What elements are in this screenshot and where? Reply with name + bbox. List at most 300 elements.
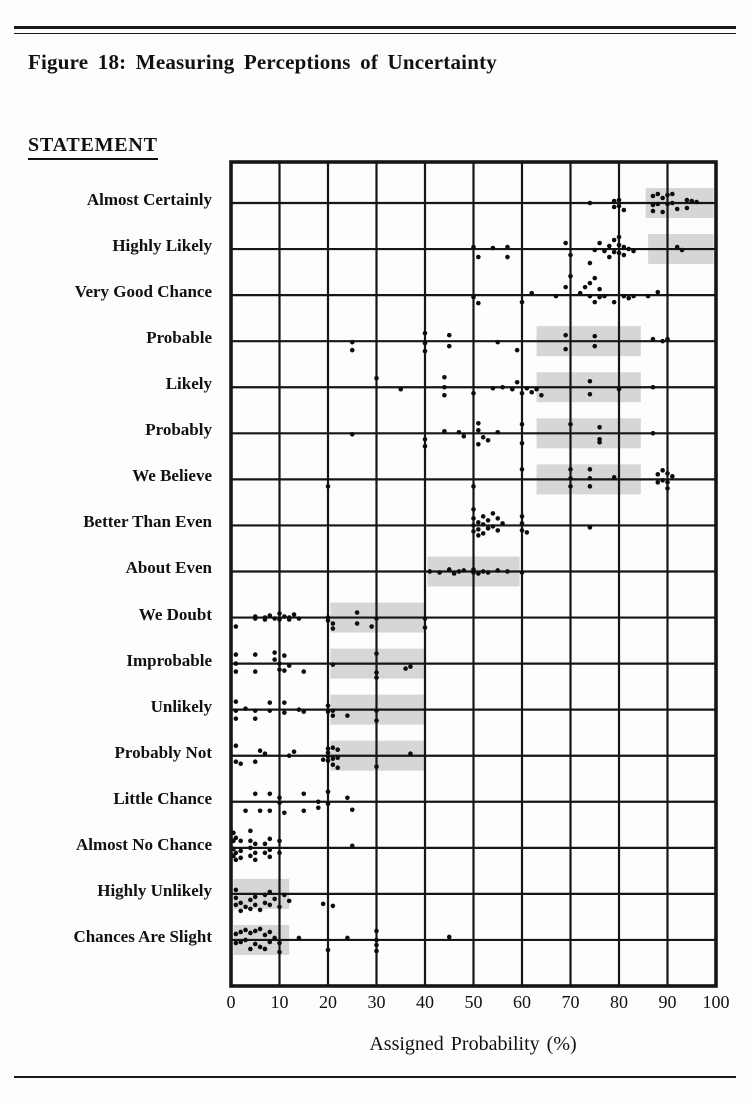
row-label: We Doubt	[138, 604, 212, 624]
data-dot	[578, 291, 583, 296]
data-dot	[277, 905, 282, 910]
data-dot	[238, 856, 243, 861]
data-dot	[243, 808, 248, 813]
data-dot	[272, 657, 277, 662]
data-dot	[656, 202, 661, 207]
data-dot	[622, 253, 627, 258]
data-dot	[481, 569, 486, 574]
data-dot	[272, 897, 277, 902]
data-dot	[301, 669, 306, 674]
data-dot	[597, 425, 602, 430]
data-dot	[612, 475, 617, 480]
data-dot	[350, 807, 355, 812]
data-dot	[321, 757, 326, 762]
data-dot	[656, 480, 661, 485]
data-dot	[243, 905, 248, 910]
data-dot	[253, 929, 258, 934]
data-dot	[374, 943, 379, 948]
data-dot	[403, 666, 408, 671]
data-dot	[326, 750, 331, 755]
data-dot	[331, 745, 336, 750]
data-dot	[234, 903, 239, 908]
data-dot	[656, 472, 661, 477]
row-label: Probably Not	[114, 742, 212, 762]
data-dot	[350, 844, 355, 849]
data-dot	[374, 938, 379, 943]
data-dot	[297, 707, 302, 712]
row-label: Chances Are Slight	[73, 926, 212, 946]
data-dot	[231, 847, 236, 852]
data-dot	[326, 754, 331, 759]
data-dot	[253, 669, 258, 674]
data-dot	[476, 533, 481, 538]
data-dot	[675, 207, 680, 212]
data-dot	[447, 344, 452, 349]
data-dot	[525, 530, 530, 535]
data-dot	[481, 435, 486, 440]
data-dot	[231, 831, 236, 836]
data-dot	[326, 709, 331, 714]
data-dot	[234, 888, 239, 893]
data-dot	[457, 430, 462, 435]
data-dot	[631, 294, 636, 299]
data-dot	[428, 569, 433, 574]
data-dot	[253, 791, 258, 796]
data-dot	[476, 428, 481, 433]
data-dot	[234, 932, 239, 937]
data-dot	[622, 294, 627, 299]
data-dot	[369, 624, 374, 629]
data-dot	[277, 941, 282, 946]
data-dot	[694, 200, 699, 205]
row-label: Highly Unlikely	[97, 880, 212, 900]
data-dot	[423, 331, 428, 336]
data-dot	[476, 301, 481, 306]
data-dot	[588, 484, 593, 489]
row-label: Probably	[145, 420, 212, 440]
data-dot	[268, 837, 273, 842]
data-dot	[495, 516, 500, 521]
data-dot	[253, 842, 258, 847]
data-dot	[277, 661, 282, 666]
data-dot	[234, 624, 239, 629]
data-dot	[331, 626, 336, 631]
data-dot	[268, 708, 273, 713]
data-dot	[588, 467, 593, 472]
data-dot	[588, 294, 593, 299]
x-tick-label: 80	[610, 992, 628, 1012]
data-dot	[588, 525, 593, 530]
data-dot	[505, 245, 510, 250]
data-dot	[670, 192, 675, 197]
data-dot	[592, 334, 597, 339]
data-dot	[520, 391, 525, 396]
data-dot	[607, 255, 612, 260]
data-dot	[651, 337, 656, 342]
data-dot	[500, 521, 505, 526]
data-dot	[617, 251, 622, 256]
data-dot	[452, 571, 457, 576]
data-dot	[665, 486, 670, 491]
x-tick-label: 60	[513, 992, 531, 1012]
row-label: Highly Likely	[112, 236, 212, 256]
data-dot	[301, 808, 306, 813]
data-dot	[617, 204, 622, 209]
data-dot	[520, 300, 525, 305]
row-label: Almost Certainly	[86, 190, 212, 209]
data-dot	[685, 198, 690, 203]
data-dot	[520, 441, 525, 446]
data-dot	[374, 616, 379, 621]
data-dot	[374, 764, 379, 769]
data-dot	[321, 902, 326, 907]
data-dot	[268, 791, 273, 796]
data-dot	[238, 839, 243, 844]
data-dot	[646, 294, 651, 299]
data-dot	[442, 393, 447, 398]
data-dot	[660, 468, 665, 473]
data-dot	[423, 444, 428, 449]
data-dot	[471, 245, 476, 250]
data-dot	[670, 474, 675, 479]
data-dot	[491, 511, 496, 516]
data-dot	[563, 347, 568, 352]
data-dot	[253, 652, 258, 657]
row-label: Almost No Chance	[76, 834, 212, 854]
data-dot	[234, 836, 239, 841]
data-dot	[263, 893, 268, 898]
data-dot	[685, 206, 690, 211]
data-dot	[277, 950, 282, 955]
data-dot	[282, 810, 287, 815]
x-tick-label: 100	[702, 992, 730, 1012]
data-dot	[660, 339, 665, 344]
data-dot	[486, 526, 491, 531]
data-dot	[437, 570, 442, 575]
data-dot	[335, 765, 340, 770]
data-dot	[568, 422, 573, 427]
x-tick-label: 10	[270, 992, 289, 1012]
data-dot	[243, 706, 248, 711]
data-dot	[568, 476, 573, 481]
data-dot	[471, 391, 476, 396]
data-dot	[258, 945, 263, 950]
data-dot	[476, 520, 481, 525]
data-dot	[423, 625, 428, 630]
column-header: STATEMENT	[28, 134, 158, 160]
data-dot	[515, 348, 520, 353]
data-dot	[268, 890, 273, 895]
data-dot	[253, 942, 258, 947]
data-dot	[408, 751, 413, 756]
data-dot	[457, 569, 462, 574]
data-dot	[665, 202, 670, 207]
data-dot	[626, 247, 631, 252]
data-dot	[282, 700, 287, 705]
data-dot	[268, 940, 273, 945]
data-dot	[515, 380, 520, 385]
data-dot	[248, 898, 253, 903]
data-dot	[234, 941, 239, 946]
data-dot	[234, 759, 239, 764]
data-dot	[476, 255, 481, 260]
data-dot	[263, 947, 268, 952]
data-dot	[612, 238, 617, 243]
data-dot	[505, 255, 510, 260]
data-dot	[345, 713, 350, 718]
data-dot	[471, 516, 476, 521]
data-dot	[660, 210, 665, 215]
data-dot	[617, 387, 622, 392]
data-dot	[374, 651, 379, 656]
data-dot	[234, 896, 239, 901]
data-dot	[268, 848, 273, 853]
data-dot	[234, 661, 239, 666]
data-dot	[297, 936, 302, 941]
data-dot	[471, 484, 476, 489]
data-dot	[258, 808, 263, 813]
data-dot	[331, 662, 336, 667]
data-dot	[301, 709, 306, 714]
data-dot	[471, 507, 476, 512]
data-dot	[423, 349, 428, 354]
data-dot	[476, 442, 481, 447]
row-label: Unlikely	[150, 696, 212, 716]
data-dot	[597, 287, 602, 292]
data-dot	[602, 249, 607, 254]
data-dot	[248, 947, 253, 952]
data-dot	[442, 429, 447, 434]
data-dot	[272, 650, 277, 655]
data-dot	[331, 762, 336, 767]
x-tick-label: 70	[561, 992, 580, 1012]
data-dot	[471, 529, 476, 534]
data-dot	[622, 208, 627, 213]
data-dot	[234, 652, 239, 657]
data-dot	[238, 909, 243, 914]
data-dot	[316, 799, 321, 804]
data-dot	[258, 908, 263, 913]
x-tick-label: 30	[367, 992, 386, 1012]
data-dot	[592, 344, 597, 349]
data-dot	[631, 249, 636, 254]
data-dot	[331, 621, 336, 626]
figure-title: Figure 18: Measuring Perceptions of Uncertainty	[28, 50, 497, 74]
data-dot	[253, 759, 258, 764]
data-dot	[476, 571, 481, 576]
data-dot	[481, 531, 486, 536]
row-label: About Even	[125, 558, 212, 578]
row-label: We Believe	[132, 466, 212, 486]
x-axis-label: Assigned Probability (%)	[369, 1033, 577, 1055]
data-dot	[248, 839, 253, 844]
data-dot	[447, 333, 452, 338]
data-dot	[651, 431, 656, 436]
data-dot	[660, 478, 665, 483]
data-dot	[568, 467, 573, 472]
row-label: Improbable	[126, 650, 212, 670]
data-dot	[491, 246, 496, 251]
data-dot	[248, 931, 253, 936]
data-dot	[326, 789, 331, 794]
data-dot	[665, 337, 670, 342]
data-dot	[588, 201, 593, 206]
data-dot	[471, 523, 476, 528]
data-dot	[345, 795, 350, 800]
data-dot	[282, 893, 287, 898]
data-dot	[525, 386, 530, 391]
data-dot	[563, 285, 568, 290]
data-dot	[471, 570, 476, 575]
data-dot	[592, 276, 597, 281]
data-dot	[539, 393, 544, 398]
data-dot	[350, 432, 355, 437]
data-dot	[651, 385, 656, 390]
data-dot	[398, 387, 403, 392]
data-dot	[355, 621, 360, 626]
data-dot	[253, 903, 258, 908]
data-dot	[495, 340, 500, 345]
data-dot	[374, 670, 379, 675]
data-dot	[345, 936, 350, 941]
data-dot	[374, 675, 379, 680]
data-dot	[597, 295, 602, 300]
data-dot	[287, 753, 292, 758]
data-dot	[665, 471, 670, 476]
plot-area	[228, 159, 719, 989]
data-dot	[331, 756, 336, 761]
data-dot	[588, 261, 593, 266]
data-dot	[268, 930, 273, 935]
data-dot	[374, 708, 379, 713]
data-dot	[238, 761, 243, 766]
data-dot	[263, 933, 268, 938]
data-dot	[656, 290, 661, 295]
row-label: Better Than Even	[83, 512, 212, 532]
data-dot	[277, 800, 282, 805]
top-rule	[14, 26, 736, 34]
data-dot	[238, 901, 243, 906]
data-dot	[597, 241, 602, 246]
data-dot	[602, 294, 607, 299]
data-dot	[374, 376, 379, 381]
data-dot	[612, 199, 617, 204]
data-dot	[476, 421, 481, 426]
data-dot	[282, 710, 287, 715]
data-dot	[243, 928, 248, 933]
data-dot	[408, 664, 413, 669]
data-dot	[326, 758, 331, 763]
data-dot	[234, 699, 239, 704]
data-dot	[520, 570, 525, 575]
x-tick-label: 20	[319, 992, 337, 1012]
data-dot	[272, 936, 277, 941]
data-dot	[374, 718, 379, 723]
data-dot	[326, 703, 331, 708]
data-dot	[253, 895, 258, 900]
bottom-rule	[14, 1076, 736, 1078]
data-dot	[277, 851, 282, 856]
data-dot	[520, 521, 525, 526]
data-dot	[326, 801, 331, 806]
data-dot	[263, 617, 268, 622]
x-tick-label: 90	[658, 992, 677, 1012]
data-dot	[491, 386, 496, 391]
data-dot	[258, 927, 263, 932]
data-dot	[234, 858, 239, 863]
data-dot	[234, 716, 239, 721]
data-dot	[612, 250, 617, 255]
data-dot	[510, 387, 515, 392]
data-dot	[248, 829, 253, 834]
data-dot	[335, 747, 340, 752]
data-dot	[248, 854, 253, 859]
data-dot	[301, 791, 306, 796]
data-dot	[263, 901, 268, 906]
data-dot	[423, 616, 428, 621]
data-dot	[292, 749, 297, 754]
data-dot	[447, 567, 452, 572]
data-dot	[268, 903, 273, 908]
data-dot	[491, 524, 496, 529]
data-dot	[486, 438, 491, 443]
data-dot	[272, 616, 277, 621]
data-dot	[500, 385, 505, 390]
data-dot	[282, 668, 287, 673]
data-dot	[529, 291, 534, 296]
data-dot	[505, 569, 510, 574]
row-label: Very Good Chance	[74, 282, 212, 302]
data-dot	[554, 294, 559, 299]
data-dot	[243, 938, 248, 943]
data-dot	[263, 751, 268, 756]
data-dot	[462, 434, 467, 439]
data-dot	[268, 613, 273, 618]
data-dot	[331, 708, 336, 713]
data-dot	[656, 192, 661, 197]
row-label: Probable	[146, 328, 212, 348]
data-dot	[287, 617, 292, 622]
data-dot	[350, 340, 355, 345]
data-dot	[282, 653, 287, 658]
data-dot	[486, 518, 491, 523]
data-dot	[234, 708, 239, 713]
data-dot	[588, 392, 593, 397]
data-dot	[675, 245, 680, 250]
data-dot	[617, 198, 622, 203]
data-dot	[476, 527, 481, 532]
data-dot	[670, 201, 675, 206]
data-dot	[287, 663, 292, 668]
data-dot	[326, 746, 331, 751]
data-dot	[282, 614, 287, 619]
data-dot	[660, 196, 665, 201]
data-dot	[331, 904, 336, 909]
data-dot	[588, 476, 593, 481]
data-dot	[495, 430, 500, 435]
data-dot	[617, 235, 622, 240]
data-dot	[326, 948, 331, 953]
data-dot	[568, 274, 573, 279]
data-dot	[626, 296, 631, 301]
data-dot	[568, 484, 573, 489]
data-dot	[588, 379, 593, 384]
data-dot	[442, 385, 447, 390]
data-dot	[563, 241, 568, 246]
data-dot	[268, 855, 273, 860]
data-dot	[462, 568, 467, 573]
data-dot	[277, 795, 282, 800]
